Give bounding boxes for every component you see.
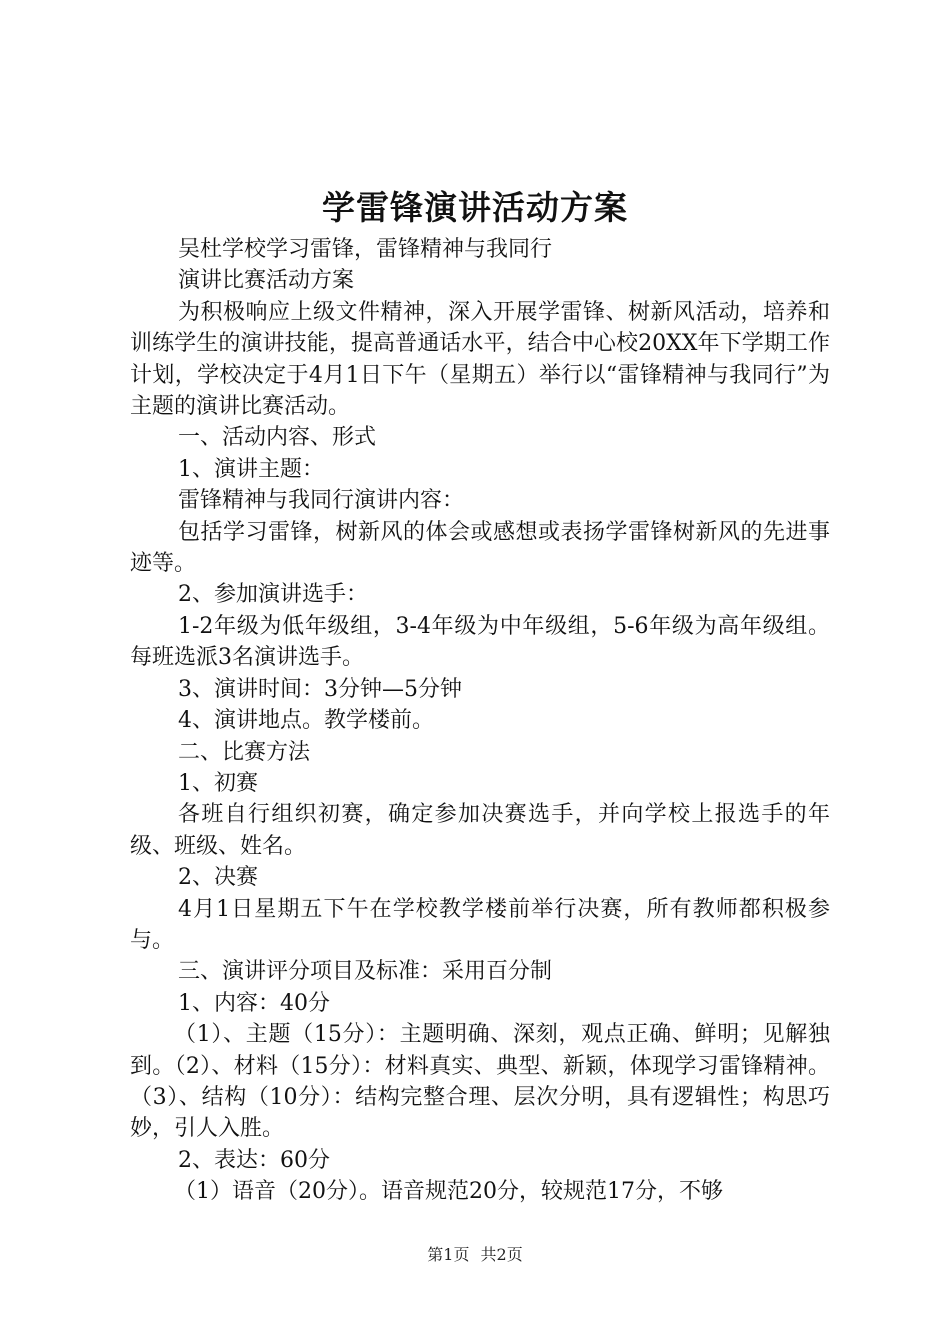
document-title: 学雷锋演讲活动方案	[322, 188, 628, 227]
section-heading: 二、比赛方法	[178, 739, 311, 765]
page-total: 共2页	[480, 1245, 523, 1264]
paragraph: 包括学习雷锋，树新风的体会或感想或表扬学雷锋树新风的先进事迹等。	[130, 519, 830, 577]
paragraph: 各班自行组织初赛，确定参加决赛选手，并向学校上报选手的年级、班级、姓名。	[130, 802, 830, 859]
paragraph: 1-2年级为低年级组，3-4年级为中年级组，5-6年级为高年级组。每班选派3名演讲选手。	[130, 613, 830, 671]
section-heading: 三、演讲评分项目及标准：采用百分制	[178, 959, 553, 985]
document-body	[130, 234, 830, 1208]
paragraph: 为积极响应上级文件精神，深入开展学雷锋、树新风活动，培养和训练学生的演讲技能，提高普通话水平，结合中心校20XX年下学期工作计划，学校决定于4月1日下午（星期五）举行以“雷锋精神与我同行”为主题的演讲比赛活动。	[130, 299, 830, 420]
page-number: 第1页	[427, 1245, 470, 1264]
sub-heading: 1、演讲主题：	[178, 456, 324, 482]
section-heading: 一、活动内容、形式	[178, 425, 377, 451]
paragraph: （1）、主题（15分）：主题明确、深刻，观点正确、鲜明；见解独到。（2）、材料（15分）：材料真实、典型、新颖，体现学习雷锋精神。（3）、结构（10分）：结构完整合理、层次分明，具有逻辑性；构思巧妙，引人入胜。	[130, 1022, 830, 1142]
sub-heading: 2、表达：60分	[178, 1147, 330, 1173]
paragraph: 4、演讲地点。教学楼前。	[178, 708, 434, 734]
paragraph: 吴杜学校学习雷锋，雷锋精神与我同行	[178, 237, 553, 262]
paragraph: （1）语音（20分）。语音规范20分，较规范17分，不够	[174, 1179, 723, 1205]
sub-heading: 2、决赛	[178, 865, 258, 891]
paragraph: 3、演讲时间：3分钟—5分钟	[178, 676, 462, 702]
sub-heading: 2、参加演讲选手：	[178, 582, 368, 608]
paragraph: 演讲比赛活动方案	[178, 268, 355, 294]
paragraph: 雷锋精神与我同行演讲内容：	[178, 488, 465, 514]
page-footer	[0, 1244, 950, 1266]
sub-heading: 1、初赛	[178, 770, 258, 796]
sub-heading: 1、内容：40分	[178, 990, 330, 1016]
paragraph: 4月1日星期五下午在学校教学楼前举行决赛，所有教师都积极参与。	[130, 896, 830, 953]
